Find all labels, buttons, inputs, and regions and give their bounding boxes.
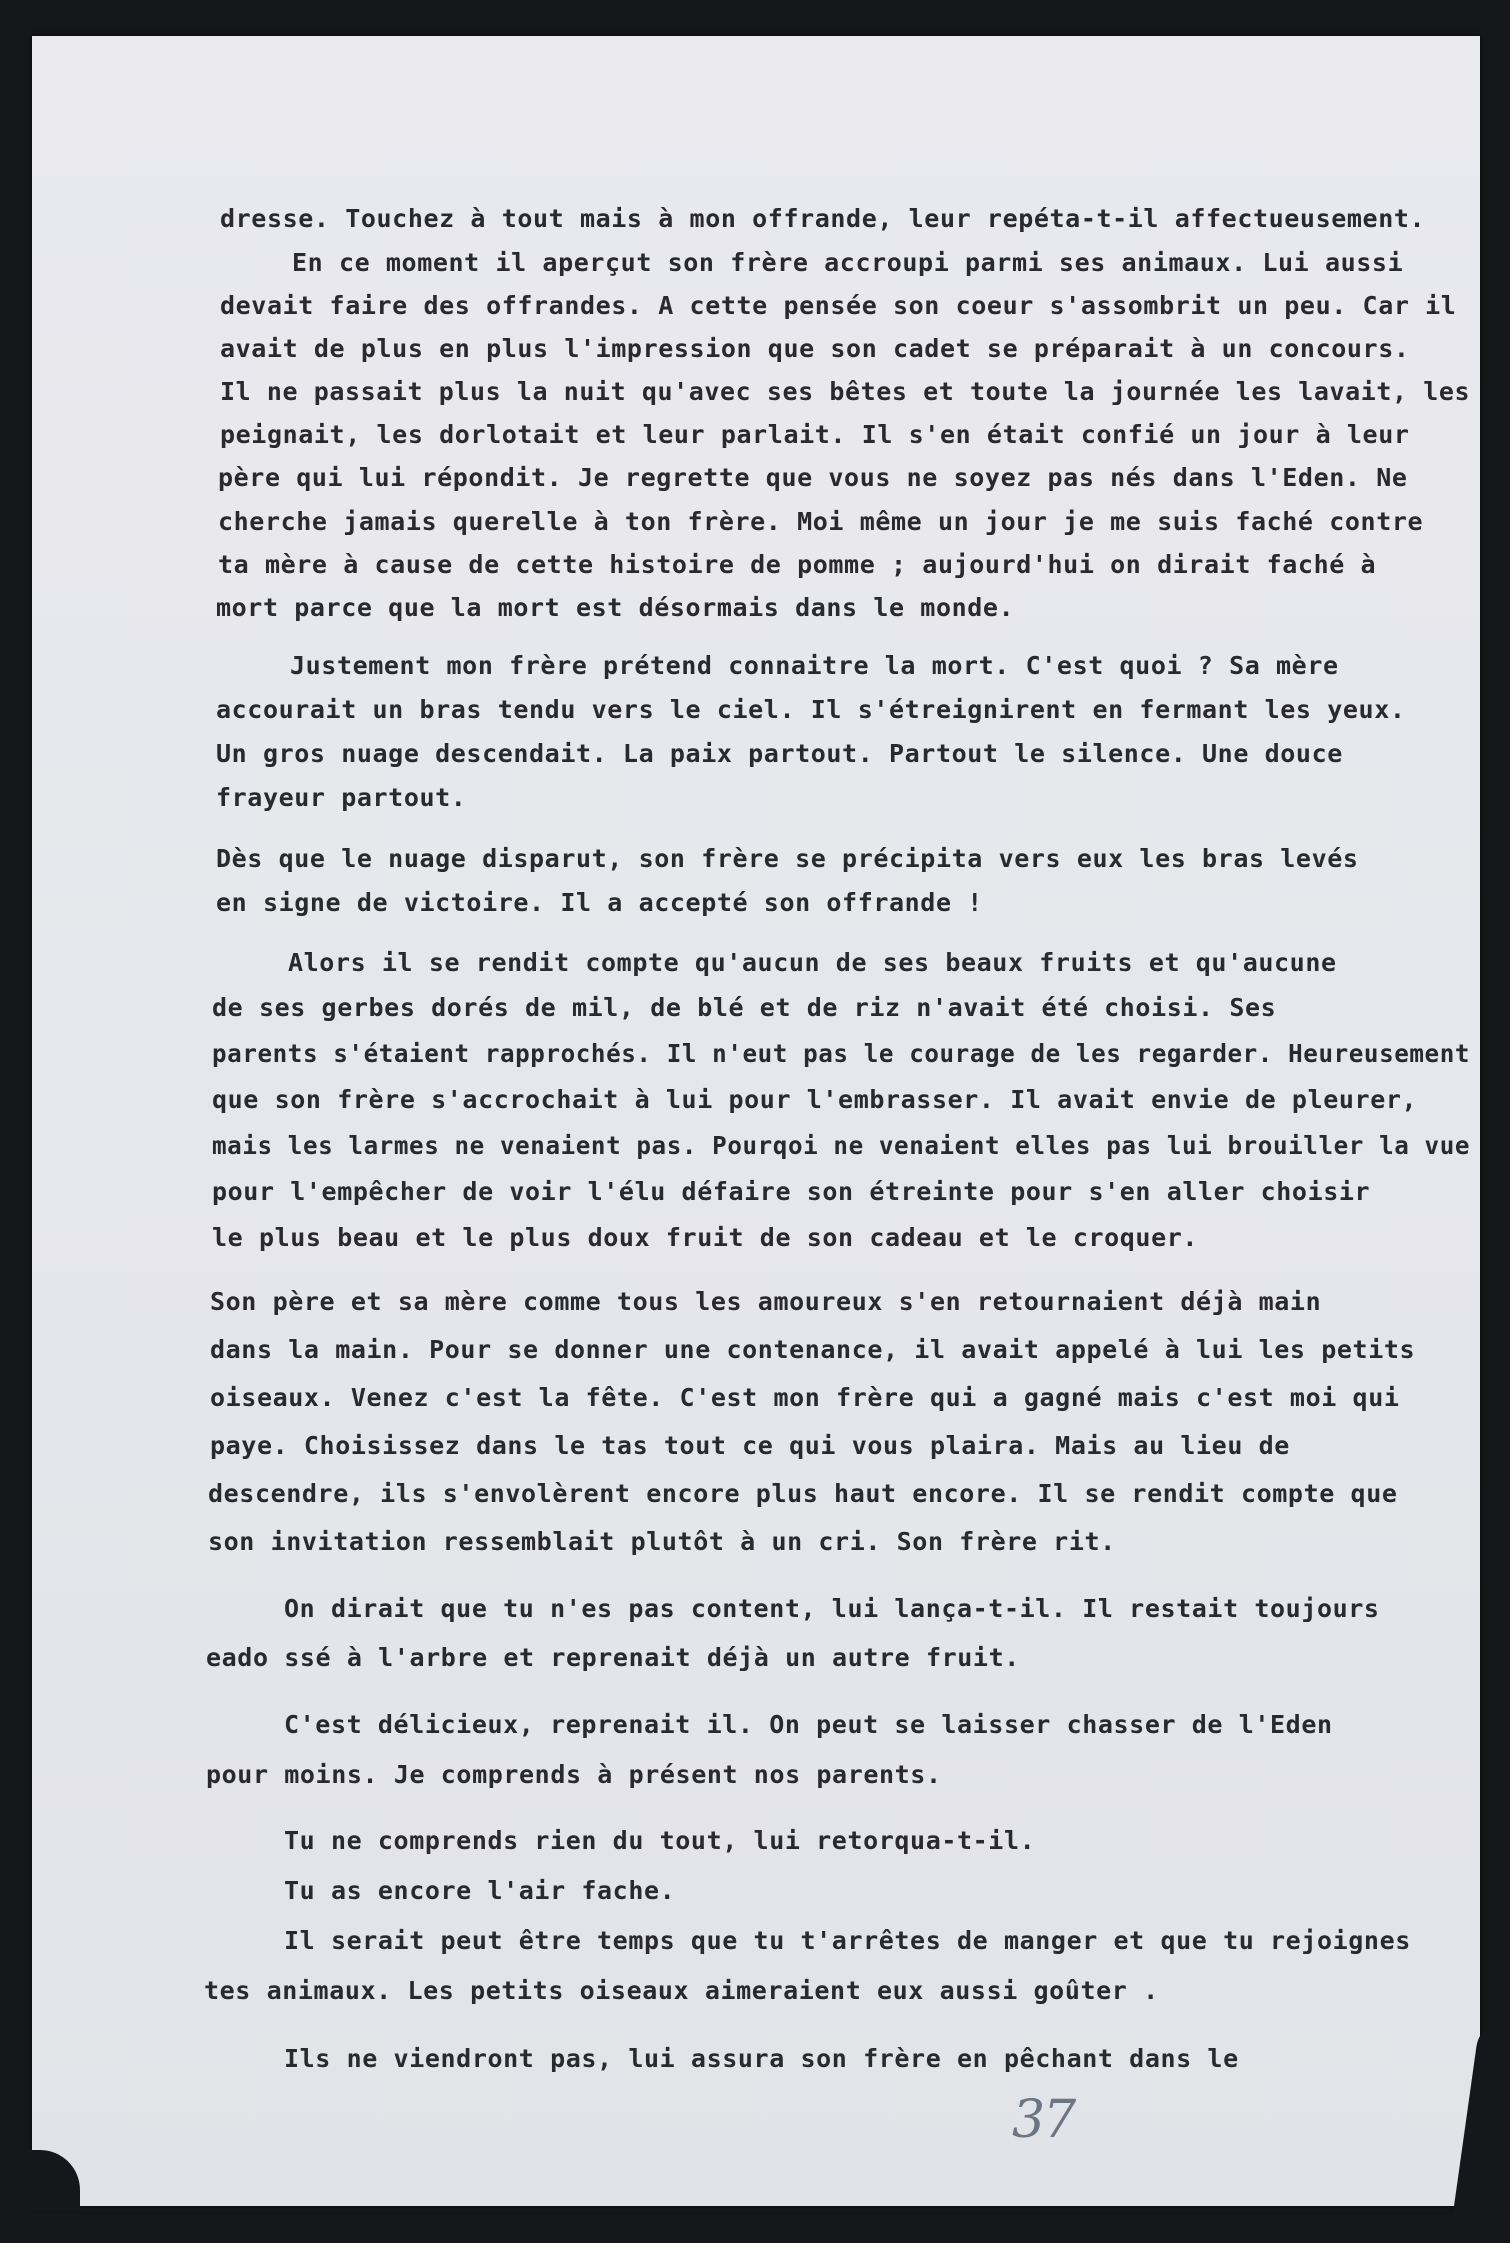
text-line: frayeur partout. <box>216 783 467 812</box>
page-number: 37 <box>1012 2090 1075 2150</box>
text-line: Justement mon frère prétend connaitre la mort. C'est quoi ? Sa mère <box>290 651 1339 680</box>
text-line: eado ssé à l'arbre et reprenait déjà un autre fruit. <box>206 1643 1020 1672</box>
text-line: pour l'empêcher de voir l'élu défaire son étreinte pour s'en aller choisir <box>212 1177 1371 1206</box>
text-line: son invitation ressemblait plutôt à un cri. Son frère rit. <box>208 1527 1116 1556</box>
text-line: que son frère s'accrochait à lui pour l'embrasser. Il avait envie de pleurer, <box>212 1085 1418 1114</box>
text-line: devait faire des offrandes. A cette pensée son coeur s'assombrit un peu. Car il <box>220 291 1457 320</box>
text-line: Il serait peut être temps que tu t'arrêtes de manger et que tu rejoignes <box>284 1926 1411 1955</box>
text-line: ta mère à cause de cette histoire de pomme ; aujourd'hui on dirait faché à <box>218 550 1377 579</box>
text-line: On dirait que tu n'es pas content, lui lança-t-il. Il restait toujours <box>284 1594 1380 1623</box>
text-line: Tu ne comprends rien du tout, lui retorqua-t-il. <box>284 1826 1036 1855</box>
text-line: tes animaux. Les petits oiseaux aimeraient eux aussi goûter . <box>204 1976 1159 2005</box>
text-line: dresse. Touchez à tout mais à mon offrande, leur repéta-t-il affectueusement. <box>220 204 1426 233</box>
text-line: Son père et sa mère comme tous les amoureux s'en retournaient déjà main <box>210 1287 1322 1316</box>
text-line: Tu as encore l'air fache. <box>284 1876 676 1905</box>
text-line: oiseaux. Venez c'est la fête. C'est mon frère qui a gagné mais c'est moi qui <box>210 1383 1400 1412</box>
text-line: de ses gerbes dorés de mil, de blé et de riz n'avait été choisi. Ses <box>212 993 1277 1022</box>
text-line: Dès que le nuage disparut, son frère se précipita vers eux les bras levés <box>216 844 1359 873</box>
text-line: Un gros nuage descendait. La paix partout. Partout le silence. Une douce <box>216 739 1343 768</box>
text-line: avait de plus en plus l'impression que son cadet se préparait à un concours. <box>220 334 1410 363</box>
text-line: pour moins. Je comprends à présent nos parents. <box>206 1760 942 1789</box>
text-line: En ce moment il aperçut son frère accroupi parmi ses animaux. Lui aussi <box>292 248 1404 277</box>
text-line: accourait un bras tendu vers le ciel. Il s'étreignirent en fermant les yeux. <box>216 695 1406 724</box>
text-line: paye. Choisissez dans le tas tout ce qui vous plaira. Mais au lieu de <box>210 1431 1290 1460</box>
text-line: dans la main. Pour se donner une contenance, il avait appelé à lui les petits <box>210 1335 1416 1364</box>
text-line: père qui lui répondit. Je regrette que vous ne soyez pas nés dans l'Eden. Ne <box>218 463 1408 492</box>
text-line: mais les larmes ne venaient pas. Pourqoi ne venaient elles pas lui brouiller la vue <box>212 1131 1471 1160</box>
text-line: en signe de victoire. Il a accepté son offrande ! <box>216 888 983 917</box>
text-line: Ils ne viendront pas, lui assura son frère en pêchant dans le <box>284 2044 1239 2073</box>
text-line: C'est délicieux, reprenait il. On peut se laisser chasser de l'Eden <box>284 1710 1333 1739</box>
text-line: cherche jamais querelle à ton frère. Moi même un jour je me suis faché contre <box>218 507 1424 536</box>
text-line: Il ne passait plus la nuit qu'avec ses bêtes et toute la journée les lavait, les <box>220 377 1471 406</box>
text-line: mort parce que la mort est désormais dans le monde. <box>216 593 1015 622</box>
text-line: descendre, ils s'envolèrent encore plus haut encore. Il se rendit compte que <box>208 1479 1398 1508</box>
text-line: le plus beau et le plus doux fruit de son cadeau et le croquer. <box>212 1223 1199 1252</box>
text-line: peignait, les dorlotait et leur parlait. Il s'en était confié un jour à leur <box>220 420 1410 449</box>
text-line: parents s'étaient rapprochés. Il n'eut pas le courage de les regarder. Heureusement <box>212 1039 1471 1068</box>
text-line: Alors il se rendit compte qu'aucun de ses beaux fruits et qu'aucune <box>288 948 1337 977</box>
